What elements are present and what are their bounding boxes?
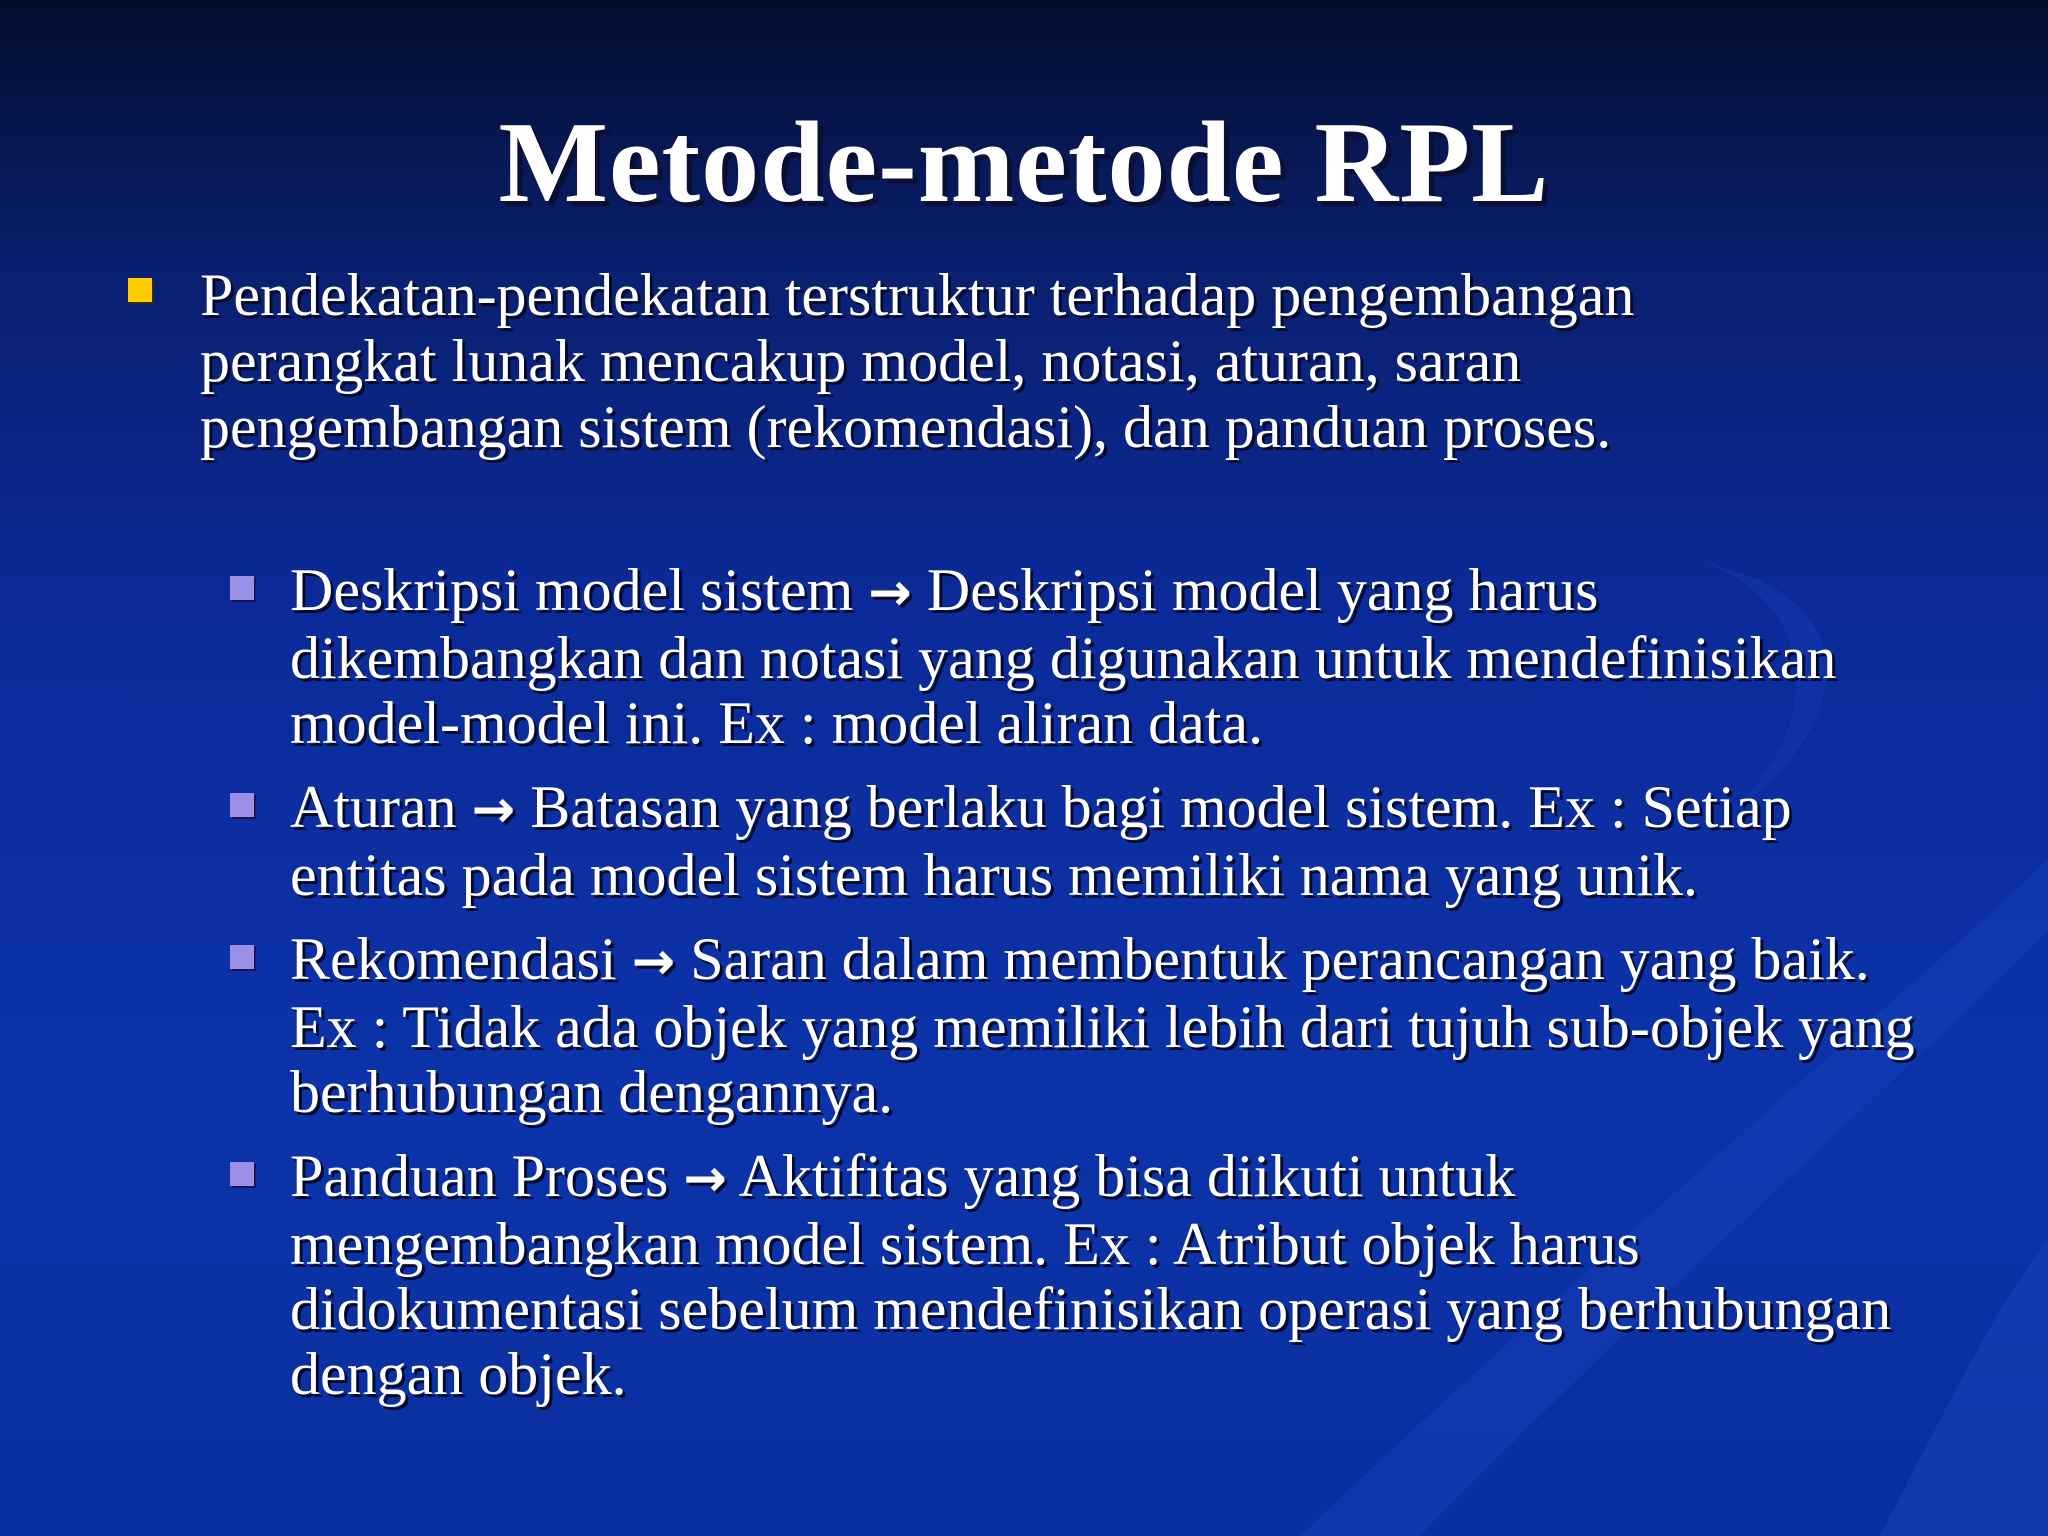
square-bullet-icon	[230, 576, 254, 600]
right-arrow-icon: →	[471, 780, 516, 840]
slide-title: Metode-metode RPL	[498, 99, 1550, 227]
right-arrow-icon: →	[683, 1149, 727, 1209]
square-bullet-icon	[230, 1162, 254, 1186]
sub-point-desc: Saran dalam membentuk perancangan yang baik. Ex : Tidak ada objek yang memiliki lebih dari tujuh sub-objek yang berhubungan dengannya.	[290, 926, 1915, 1125]
sub-point-term: Panduan Proses	[290, 1143, 669, 1209]
sub-point-desc: Aktifitas yang bisa diikuti untuk mengembangkan model sistem. Ex : Atribut objek harus didokumentasi sebelum mendefinisikan operasi yang berhubungan dengan objek.	[290, 1143, 1892, 1407]
sub-point-desc: Batasan yang berlaku bagi model sistem. Ex : Setiap entitas pada model sistem harus memiliki nama yang unik.	[290, 774, 1792, 908]
square-bullet-icon	[230, 793, 254, 817]
sub-point-panduan-proses	[290, 1144, 1930, 1407]
sub-point-term: Rekomendasi	[290, 926, 617, 992]
sub-point-list	[0, 558, 2048, 1407]
sub-point-term: Deskripsi model sistem	[290, 557, 854, 623]
right-arrow-icon: →	[631, 932, 676, 992]
main-bullet-point	[200, 262, 1840, 460]
slide-content	[0, 262, 2048, 1426]
main-point-text: Pendekatan-pendekatan terstruktur terhadap pengembangan perangkat lunak mencakup model, notasi, aturan, saran pengembangan sistem (rekomendasi), dan panduan proses.	[200, 262, 1635, 460]
sub-point-term: Aturan	[290, 774, 457, 840]
square-bullet-icon	[230, 945, 254, 969]
sub-point-deskripsi	[290, 558, 1930, 756]
sub-point-desc: Deskripsi model yang harus dikembangkan dan notasi yang digunakan untuk mendefinisikan model-model ini. Ex : model aliran data.	[290, 557, 1837, 756]
square-bullet-icon	[128, 278, 152, 302]
sub-point-rekomendasi	[290, 927, 1930, 1125]
right-arrow-icon: →	[868, 563, 912, 623]
sub-point-aturan	[290, 775, 1930, 908]
